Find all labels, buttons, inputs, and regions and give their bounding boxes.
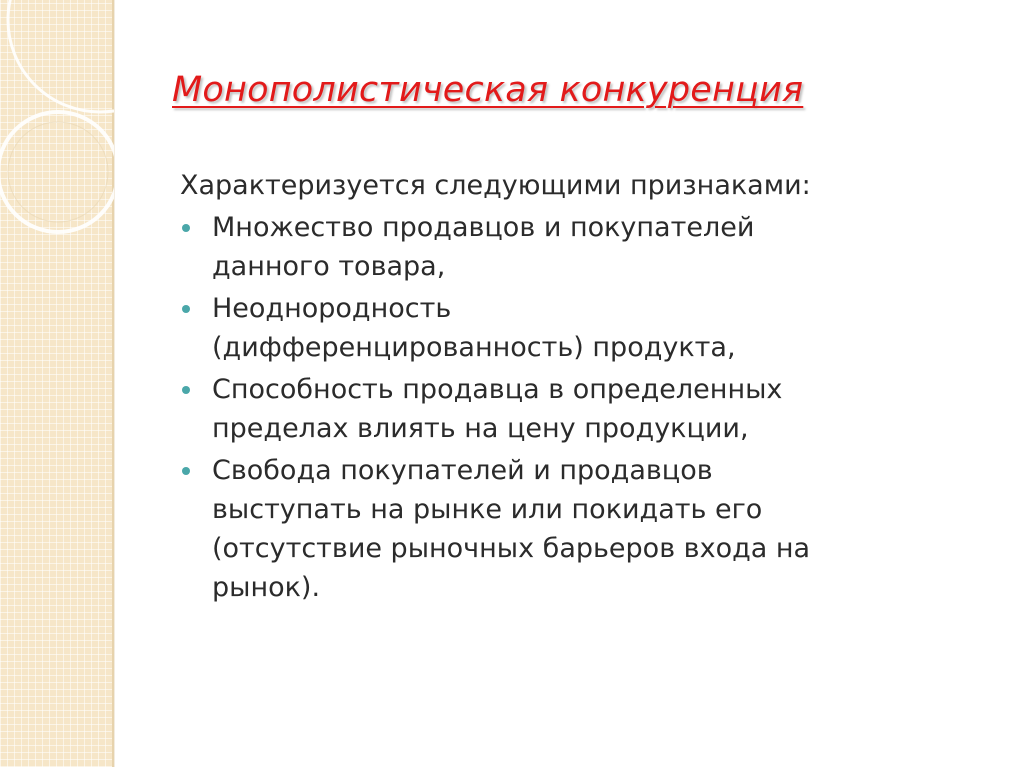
- bullet-item: [180, 289, 1000, 367]
- bullet-item: [180, 370, 1000, 448]
- bullet-dot-icon: [182, 305, 190, 313]
- bullet-line: рынок).: [212, 572, 321, 603]
- slide-title: Монополистическая конкуренция: [172, 70, 804, 110]
- bullet-dot-icon: [182, 467, 190, 475]
- side-band-divider-highlight: [114, 0, 115, 767]
- bullet-item: [180, 208, 1000, 286]
- bullet-line: Свобода покупателей и продавцов: [212, 455, 713, 486]
- slide-content: [180, 166, 1000, 610]
- bullet-line: выступать на рынке или покидать его: [212, 494, 763, 525]
- bullet-list: [180, 208, 1000, 607]
- bullet-dot-icon: [182, 386, 190, 394]
- bullet-line: пределах влиять на цену продукции,: [212, 413, 749, 444]
- bullet-line: Множество продавцов и покупателей: [212, 212, 755, 243]
- bullet-line: данного товара,: [212, 251, 446, 282]
- bullet-line: (отсутствие рыночных барьеров входа на: [212, 533, 811, 564]
- decorative-rings: [0, 0, 114, 260]
- bullet-line: (дифференцированность) продукта,: [212, 332, 736, 363]
- bullet-dot-icon: [182, 224, 190, 232]
- bullet-line: Неоднородность: [212, 293, 452, 324]
- bullet-line: Способность продавца в определенных: [212, 374, 783, 405]
- intro-text: Характеризуется следующими признаками:: [180, 170, 811, 201]
- bullet-item: [180, 451, 1000, 607]
